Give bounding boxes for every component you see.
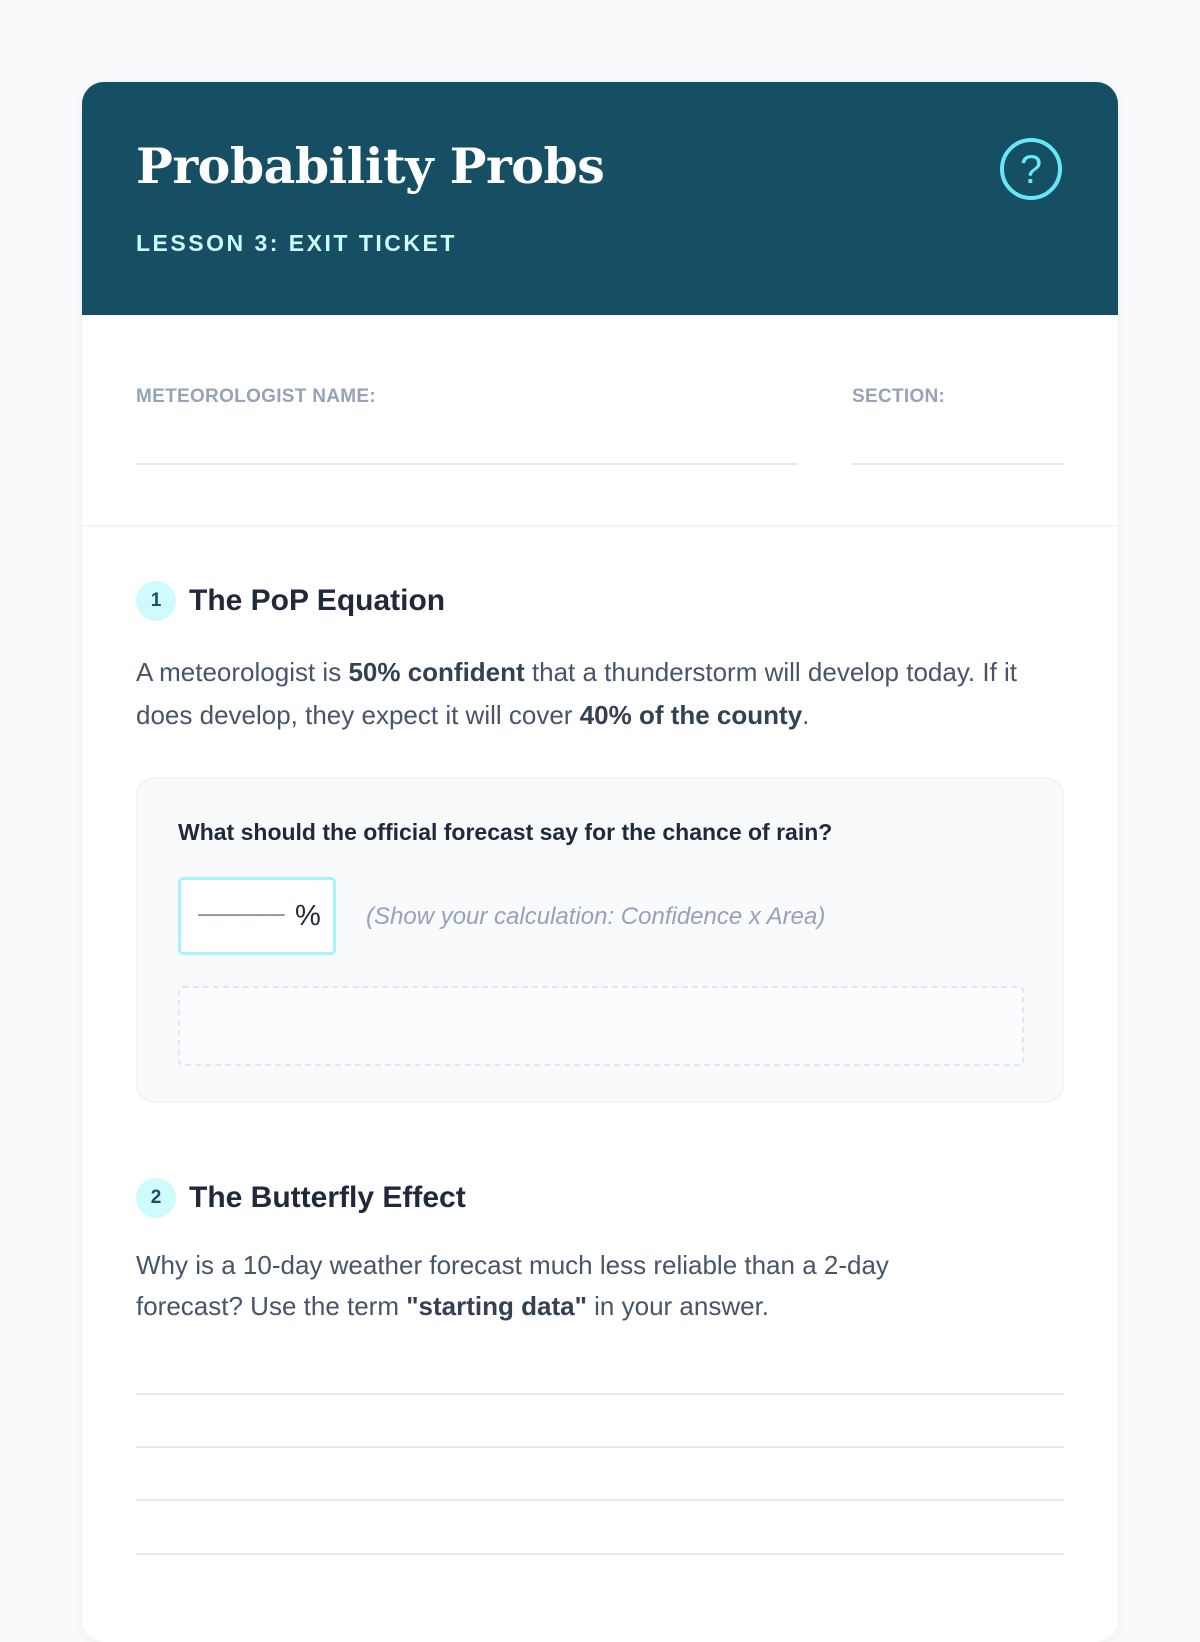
exit-ticket-card [82, 82, 1118, 1642]
name-field[interactable] [136, 463, 798, 465]
question-1-text [136, 651, 1076, 737]
question-1-prompt: What should the official forecast say for the chance of rain? [178, 819, 833, 845]
question-1-text-segment: 40% of the county [579, 700, 803, 730]
calculation-hint: (Show your calculation: Confidence x Area) [366, 903, 826, 930]
question-1-text-segment: A meteorologist is [136, 657, 349, 687]
question-2-text [136, 1245, 996, 1327]
question-1-badge: 1 [136, 581, 176, 621]
question-1-text-segment: . [802, 700, 810, 730]
lesson-subtitle: LESSON 3: EXIT TICKET [136, 230, 457, 256]
question-1-text-segment: 50% confident [348, 657, 525, 687]
answer-line-3[interactable] [136, 1499, 1064, 1501]
percent-answer-input[interactable] [178, 877, 336, 955]
help-button[interactable] [1000, 138, 1062, 200]
answer-line-1[interactable] [136, 1393, 1064, 1395]
answer-line-2[interactable] [136, 1446, 1064, 1448]
question-2-text-segment: in your answer. [586, 1291, 770, 1321]
question-2-badge: 2 [136, 1178, 176, 1218]
calculation-work-area[interactable] [178, 986, 1024, 1066]
student-info-section [82, 315, 1118, 527]
header [82, 82, 1118, 315]
question-2-text-segment: "starting data" [406, 1291, 587, 1321]
section-field[interactable] [852, 463, 1064, 465]
question-2-text-segment: Why is a 10-day weather forecast much less reliable than a 2-day forecast? Use the term [136, 1250, 889, 1321]
question-2-title: The Butterfly Effect [189, 1181, 466, 1214]
question-1-title: The PoP Equation [189, 584, 446, 617]
section-field-label: SECTION: [852, 386, 946, 407]
question-1-text-segment: that a thunderstorm will develop today. If it does develop, they expect it will cover [136, 657, 1018, 730]
answer-blank: ______ [198, 888, 285, 916]
question-circle-icon: ? [1019, 148, 1043, 192]
question-1-answer-panel [136, 777, 1064, 1103]
page-title: Probability Probs [136, 137, 605, 195]
answer-line-4[interactable] [136, 1553, 1064, 1555]
name-field-label: METEOROLOGIST NAME: [136, 386, 377, 407]
percent-unit: % [295, 900, 321, 932]
